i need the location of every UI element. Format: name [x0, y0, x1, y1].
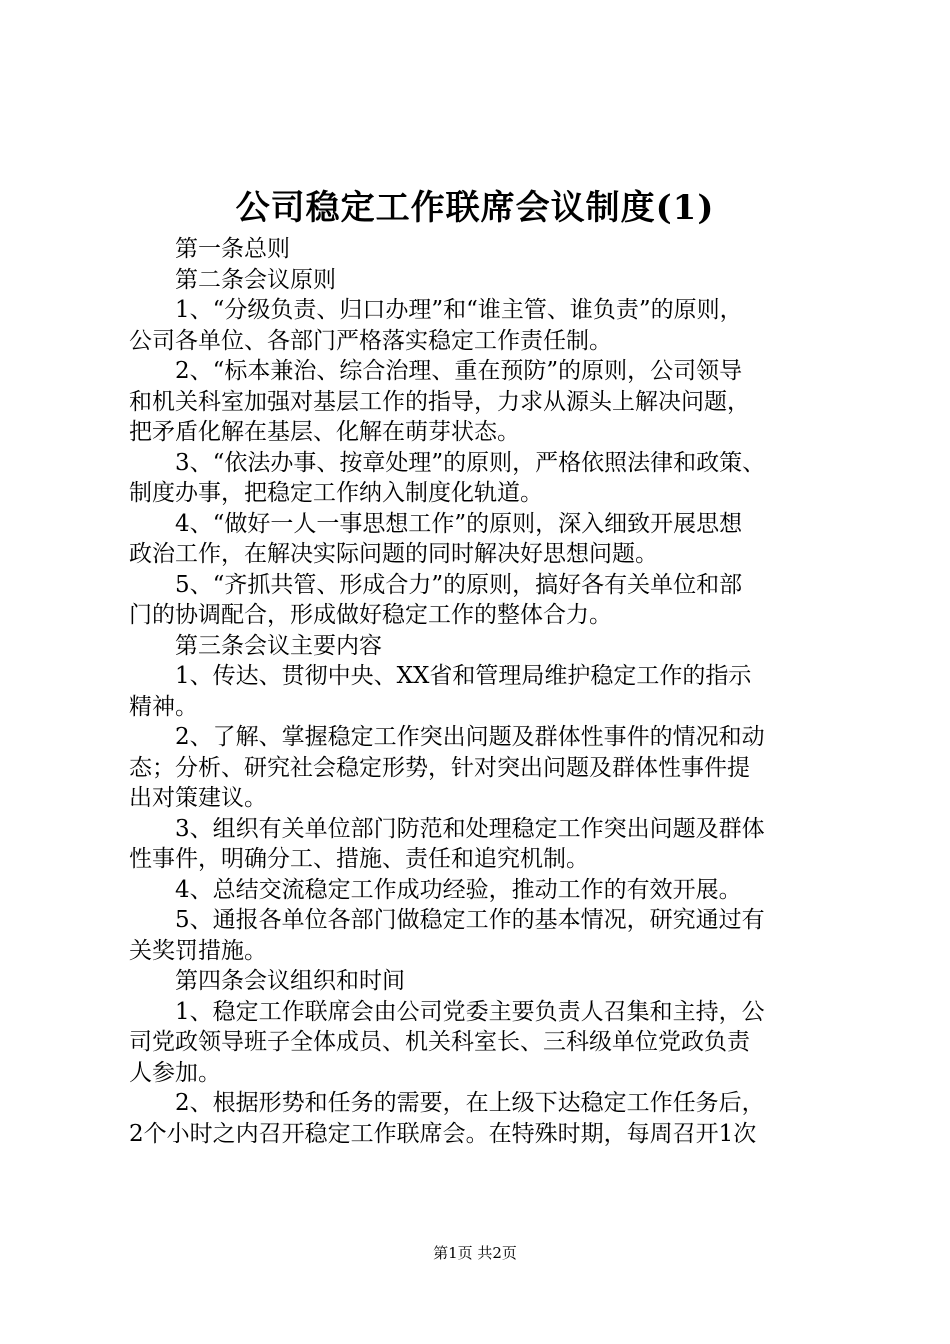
body-line: 门的协调配合，形成做好稳定工作的整体合力。 — [129, 602, 612, 628]
body-line: 政治工作，在解决实际问题的同时解决好思想问题。 — [129, 541, 658, 567]
body-line: 精神。 — [129, 693, 198, 720]
body-line: 公司各单位、各部门严格落实稳定工作责任制。 — [129, 327, 612, 354]
body-line: 2、“标本兼治、综合治理、重在预防”的原则，公司领导 — [129, 358, 743, 384]
body-line: 3、“依法办事、按章处理”的原则，严格依照法律和政策、 — [129, 449, 766, 476]
body-line: 1、稳定工作联席会由公司党委主要负责人召集和主持，公 — [129, 998, 765, 1025]
body-line: 1、“分级负责、归口办理”和“谁主管、谁负责”的原则， — [129, 297, 743, 323]
body-line: 第四条会议组织和时间 — [129, 968, 405, 994]
body-line: 1、传达、贯彻中央、XX省和管理局维护稳定工作的指示 — [129, 663, 752, 689]
body-line: 2、了解、掌握稳定工作突出问题及群体性事件的情况和动 — [129, 724, 765, 750]
body-line: 4、“做好一人一事思想工作”的原则，深入细致开展思想 — [129, 510, 743, 537]
body-line: 2、根据形势和任务的需要，在上级下达稳定工作任务后， — [129, 1090, 765, 1116]
body-line: 把矛盾化解在基层、化解在萌芽状态。 — [129, 419, 520, 445]
page-footer: 第1页 共2页 — [433, 1244, 517, 1262]
body-line: 3、组织有关单位部门防范和处理稳定工作突出问题及群体 — [129, 815, 765, 842]
body-line: 4、总结交流稳定工作成功经验，推动工作的有效开展。 — [129, 876, 742, 903]
body-line: 人参加。 — [129, 1059, 221, 1086]
body-line: 第一条总则 — [129, 236, 290, 262]
body-line: 和机关科室加强对基层工作的指导，力求从源头上解决问题， — [129, 388, 750, 415]
body-line: 5、通报各单位各部门做稳定工作的基本情况，研究通过有 — [129, 907, 765, 933]
body-line: 第二条会议原则 — [129, 266, 336, 293]
document-title: 公司稳定工作联席会议制度(1) — [235, 188, 715, 228]
body-line: 第三条会议主要内容 — [129, 632, 382, 659]
body-line: 关奖罚措施。 — [129, 937, 267, 964]
body-line: 制度办事，把稳定工作纳入制度化轨道。 — [129, 480, 543, 506]
body-line: 性事件，明确分工、措施、责任和追究机制。 — [129, 846, 589, 872]
body-line: 5、“齐抓共管、形成合力”的原则，搞好各有关单位和部 — [129, 571, 743, 598]
body-line: 司党政领导班子全体成员、机关科室长、三科级单位党政负责 — [129, 1029, 750, 1055]
body-line: 出对策建议。 — [129, 785, 267, 811]
document-body — [129, 234, 829, 1149]
body-line: 2个小时之内召开稳定工作联席会。在特殊时期，每周召开1次 — [129, 1120, 757, 1147]
body-line: 态；分析、研究社会稳定形势，针对突出问题及群体性事件提 — [129, 754, 750, 781]
